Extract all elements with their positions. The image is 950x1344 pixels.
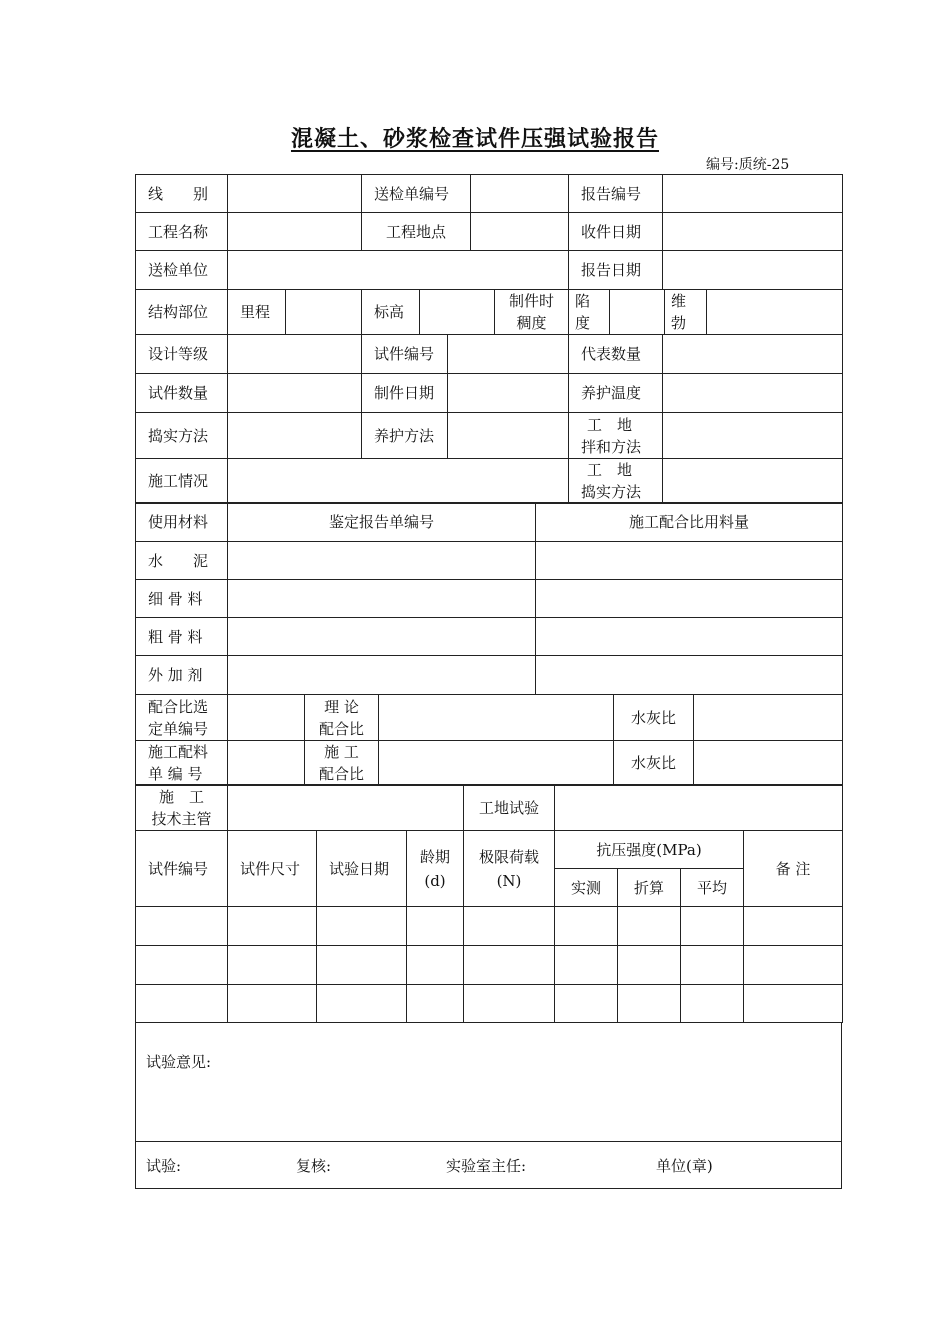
specimen-info-table: [135, 334, 843, 504]
header-age: 龄期 (d): [407, 831, 464, 907]
form-number: 编号:质统-25: [706, 157, 790, 173]
unit-stamp-label: 单位(章): [656, 1157, 713, 1175]
label-make-date: 制件日期: [362, 374, 448, 413]
value-site-test[interactable]: [555, 785, 843, 831]
mix-ratio-table: [135, 694, 843, 786]
label-slump: 陷 度: [569, 290, 610, 335]
value-design-grade[interactable]: [228, 335, 362, 374]
label-send-no: 送检单编号: [362, 175, 471, 213]
cell[interactable]: [744, 907, 843, 946]
label-wc-ratio-1: 水灰比: [614, 695, 694, 741]
label-theory-ratio: 理 论 配合比: [305, 695, 379, 741]
value-fine-appraisal[interactable]: [228, 580, 536, 618]
cell[interactable]: [681, 907, 744, 946]
value-represent-qty[interactable]: [663, 335, 843, 374]
header-remarks: 备 注: [744, 831, 843, 907]
value-slump[interactable]: [610, 290, 665, 335]
value-mix-select[interactable]: [228, 695, 305, 741]
value-coarse-amount[interactable]: [536, 618, 843, 656]
label-fine-agg: 细 骨 料: [136, 580, 228, 618]
opinion-box[interactable]: [135, 1022, 842, 1142]
cell[interactable]: [317, 985, 407, 1023]
label-structure-part: 结构部位: [136, 290, 228, 335]
lab-director-label: 实验室主任:: [446, 1157, 527, 1175]
value-project-name[interactable]: [228, 213, 362, 251]
label-project-site: 工程地点: [362, 213, 471, 251]
header-average: 平均: [681, 869, 744, 907]
label-specimen-qty: 试件数量: [136, 374, 228, 413]
cell[interactable]: [136, 985, 228, 1023]
value-wc-ratio-1[interactable]: [694, 695, 843, 741]
value-tech-manager[interactable]: [228, 785, 464, 831]
label-cure-method: 养护方法: [362, 413, 448, 459]
reviewer-label: 复核:: [296, 1157, 332, 1175]
value-site-compact[interactable]: [663, 459, 843, 504]
value-fine-amount[interactable]: [536, 580, 843, 618]
cell[interactable]: [555, 946, 618, 985]
cell[interactable]: [744, 946, 843, 985]
label-elevation: 标高: [362, 290, 420, 335]
value-coarse-appraisal[interactable]: [228, 618, 536, 656]
label-design-grade: 设计等级: [136, 335, 228, 374]
cell[interactable]: [228, 946, 317, 985]
label-tech-manager: 施 工 技术主管: [136, 785, 228, 831]
cell[interactable]: [228, 907, 317, 946]
results-table: [135, 830, 843, 1023]
label-consistency: 制件时 稠度: [495, 290, 569, 335]
cell[interactable]: [555, 985, 618, 1023]
value-cement-amount[interactable]: [536, 542, 843, 580]
info-table: [135, 174, 843, 290]
label-line: 线 别: [136, 175, 228, 213]
label-const-ratio: 施 工 配合比: [305, 741, 379, 786]
cell[interactable]: [136, 946, 228, 985]
cell[interactable]: [464, 985, 555, 1023]
label-mileage: 里程: [228, 290, 286, 335]
value-admixture-appraisal[interactable]: [228, 656, 536, 695]
label-site-mix: 工 地 拌和方法: [569, 413, 663, 459]
value-mileage[interactable]: [286, 290, 362, 335]
table-row: [136, 946, 843, 985]
label-materials: 使用材料: [136, 503, 228, 542]
cell[interactable]: [618, 946, 681, 985]
label-site-compact: 工 地 捣实方法: [569, 459, 663, 504]
header-strength: 抗压强度(MPa): [555, 831, 744, 869]
header-appraisal-no: 鉴定报告单编号: [228, 503, 536, 542]
label-coarse-agg: 粗 骨 料: [136, 618, 228, 656]
cell[interactable]: [681, 985, 744, 1023]
materials-table: [135, 502, 843, 695]
header-mix-amount: 施工配合比用料量: [536, 503, 843, 542]
value-report-date[interactable]: [663, 251, 843, 290]
label-receive-date: 收件日期: [569, 213, 663, 251]
value-construction[interactable]: [228, 459, 569, 504]
label-compact-method: 捣实方法: [136, 413, 228, 459]
label-vebe: 维 勃: [665, 290, 707, 335]
label-send-unit: 送检单位: [136, 251, 228, 290]
report-title: 混凝土、砂浆检查试件压强试验报告: [290, 126, 659, 152]
tester-label: 试验:: [146, 1157, 182, 1175]
tech-table: [135, 784, 843, 831]
cell[interactable]: [618, 907, 681, 946]
value-elevation[interactable]: [420, 290, 495, 335]
value-admixture-amount[interactable]: [536, 656, 843, 695]
label-site-test: 工地试验: [464, 785, 555, 831]
value-site-mix[interactable]: [663, 413, 843, 459]
cell[interactable]: [407, 907, 464, 946]
value-send-no[interactable]: [471, 175, 569, 213]
signature-row: [135, 1140, 842, 1189]
label-report-no: 报告编号: [569, 175, 663, 213]
label-specimen-no: 试件编号: [362, 335, 448, 374]
label-wc-ratio-2: 水灰比: [614, 741, 694, 786]
value-make-date[interactable]: [448, 374, 569, 413]
cell[interactable]: [407, 946, 464, 985]
label-mix-select: 配合比选 定单编号: [136, 695, 228, 741]
table-row: [136, 985, 843, 1023]
label-represent-qty: 代表数量: [569, 335, 663, 374]
cell[interactable]: [618, 985, 681, 1023]
value-const-ratio[interactable]: [379, 741, 614, 786]
cell[interactable]: [317, 907, 407, 946]
value-specimen-no[interactable]: [448, 335, 569, 374]
label-construction: 施工情况: [136, 459, 228, 504]
opinion-label: 试验意见:: [146, 1053, 212, 1071]
cell[interactable]: [464, 907, 555, 946]
value-wc-ratio-2[interactable]: [694, 741, 843, 786]
value-vebe[interactable]: [707, 290, 843, 335]
value-const-mix[interactable]: [228, 741, 305, 786]
value-report-no[interactable]: [663, 175, 843, 213]
value-cure-temp[interactable]: [663, 374, 843, 413]
header-load: 极限荷载 (N): [464, 831, 555, 907]
value-theory-ratio[interactable]: [379, 695, 614, 741]
cell[interactable]: [136, 907, 228, 946]
value-cure-method[interactable]: [448, 413, 569, 459]
value-send-unit[interactable]: [228, 251, 569, 290]
label-cure-temp: 养护温度: [569, 374, 663, 413]
header-specimen-no: 试件编号: [136, 831, 228, 907]
structure-table: [135, 289, 843, 335]
label-report-date: 报告日期: [569, 251, 663, 290]
cell[interactable]: [681, 946, 744, 985]
header-test-date: 试验日期: [317, 831, 407, 907]
value-compact-method[interactable]: [228, 413, 362, 459]
label-project-name: 工程名称: [136, 213, 228, 251]
label-admixture: 外 加 剂: [136, 656, 228, 695]
value-receive-date[interactable]: [663, 213, 843, 251]
value-project-site[interactable]: [471, 213, 569, 251]
cell[interactable]: [744, 985, 843, 1023]
label-const-mix: 施工配料 单 编 号: [136, 741, 228, 786]
table-row: [136, 907, 843, 946]
header-converted: 折算: [618, 869, 681, 907]
header-size: 试件尺寸: [228, 831, 317, 907]
value-line[interactable]: [228, 175, 362, 213]
cell[interactable]: [464, 946, 555, 985]
header-measured: 实测: [555, 869, 618, 907]
value-cement-appraisal[interactable]: [228, 542, 536, 580]
cell[interactable]: [228, 985, 317, 1023]
cell[interactable]: [555, 907, 618, 946]
value-specimen-qty[interactable]: [228, 374, 362, 413]
cell[interactable]: [407, 985, 464, 1023]
label-cement: 水 泥: [136, 542, 228, 580]
cell[interactable]: [317, 946, 407, 985]
